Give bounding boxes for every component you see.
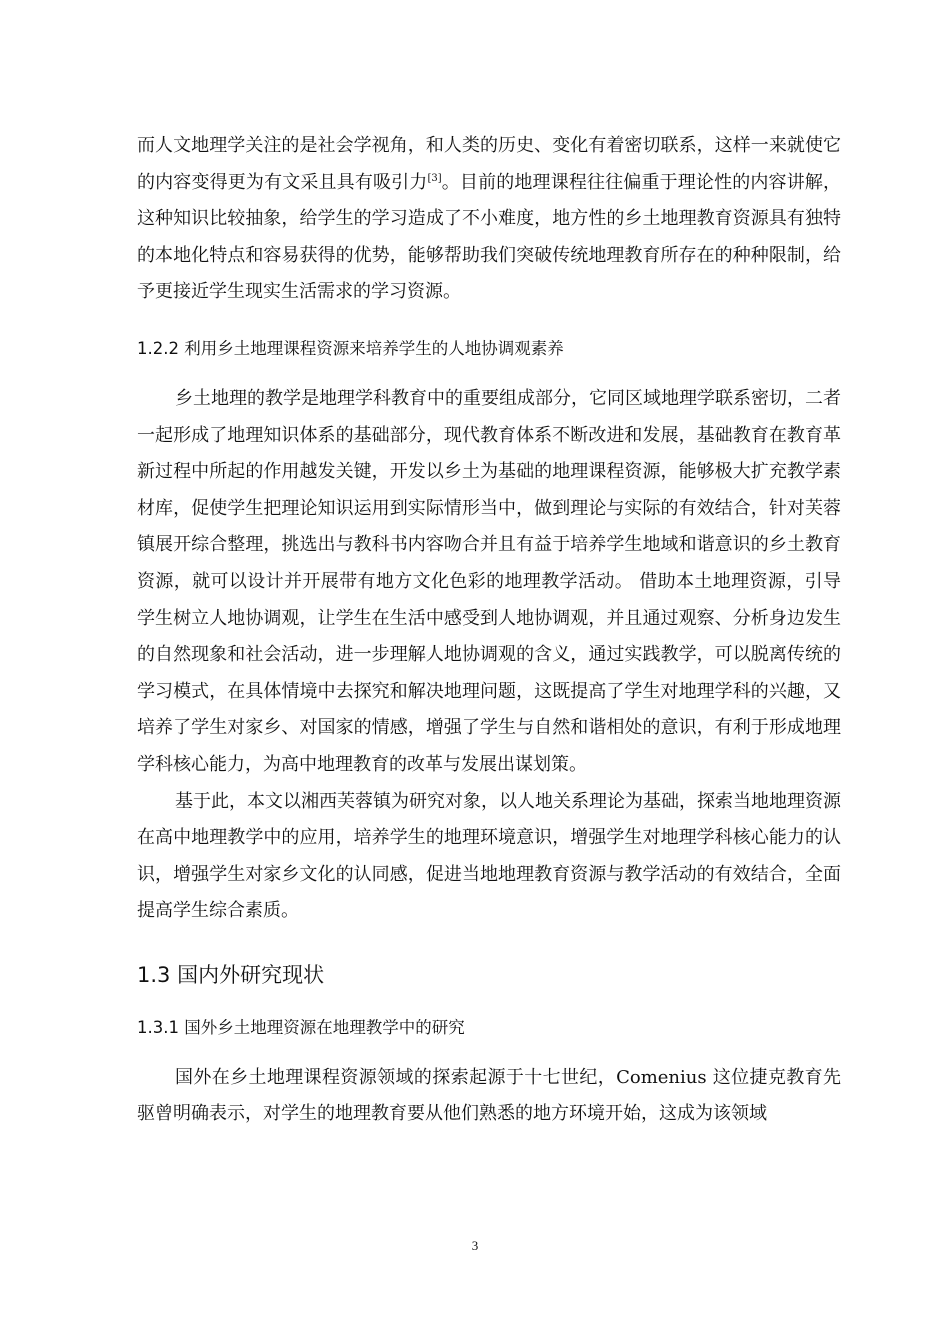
paragraph-research-object: 基于此，本文以湘西芙蓉镇为研究对象，以人地关系理论为基础，探索当地地理资源在高中地理教学中的应用，培养学生的地理环境意识，增强学生对地理学科核心能力的认识，增强学生对家乡文化的认同感，促进当地地理教育资源与教学活动的有效结合，全面提高学生综合素质。 xyxy=(137,790,841,922)
paragraph-foreign-research: 国外在乡土地理课程资源领域的探索起源于十七世纪，Comenius 这位捷克教育先驱曾明确表示，对学生的地理教育要从他们熟悉的地方环境开始，这成为该领域 xyxy=(137,1066,841,1125)
section-heading-1-3: 1.3 国内外研究现状 xyxy=(137,962,325,987)
citation-reference: [3] xyxy=(427,172,442,184)
page-body xyxy=(137,128,841,1133)
paragraph-homeland-geography: 乡土地理的教学是地理学科教育中的重要组成部分，它同区域地理学联系密切，二者一起形成了地理知识体系的基础部分，现代教育体系不断改进和发展，基础教育在教育革新过程中所起的作用越发关键，开发以乡土为基础的地理课程资源，能够极大扩充教学素材库，促使学生把理论知识运用到实际情形当中，做到理论与实际的有效结合，针对芙蓉镇展开综合整理，挑选出与教科书内容吻合并且有益于培养学生地域和谐意识的乡土教育资源，就可以设计并开展带有地方文化色彩的地理教学活动。 借助本土地理资源，引导学生树立人地协调观，让学生在生活中感受到人地协调观，并且通过观察、分析身边发生的自然现象和社会活动，进一步理解人地协调观的含义，通过实践教学，可以脱离传统的学习模式，在具体情境中去探究和解决地理问题，这既提高了学生对地理学科的兴趣，又培养了学生对家乡、对国家的情感，增强了学生与自然和谐相处的意识，有利于形成地理学科核心能力，为高中地理教育的改革与发展出谋划策。 xyxy=(137,387,841,775)
section-heading-1-2-2: 1.2.2 利用乡土地理课程资源来培养学生的人地协调观素养 xyxy=(137,338,564,358)
paragraph-continuation xyxy=(137,128,841,311)
page-number: 3 xyxy=(471,1238,479,1253)
paragraph-text: 而人文地理学关注的是社会学视角，和人类的历史、变化有着密切联系，这样一来就使它的内容变得更为有文采且具有吸引力 xyxy=(137,135,841,193)
section-heading-1-3-1: 1.3.1 国外乡土地理资源在地理教学中的研究 xyxy=(137,1017,465,1037)
paragraph-text: 。目前的地理课程往往偏重于理论性的内容讲解，这种知识比较抽象，给学生的学习造成了不小难度，地方性的乡土地理教育资源具有独特的本地化特点和容易获得的优势，能够帮助我们突破传统地理教育所存在的种种限制，给予更接近学生现实生活需求的学习资源。 xyxy=(137,171,841,303)
